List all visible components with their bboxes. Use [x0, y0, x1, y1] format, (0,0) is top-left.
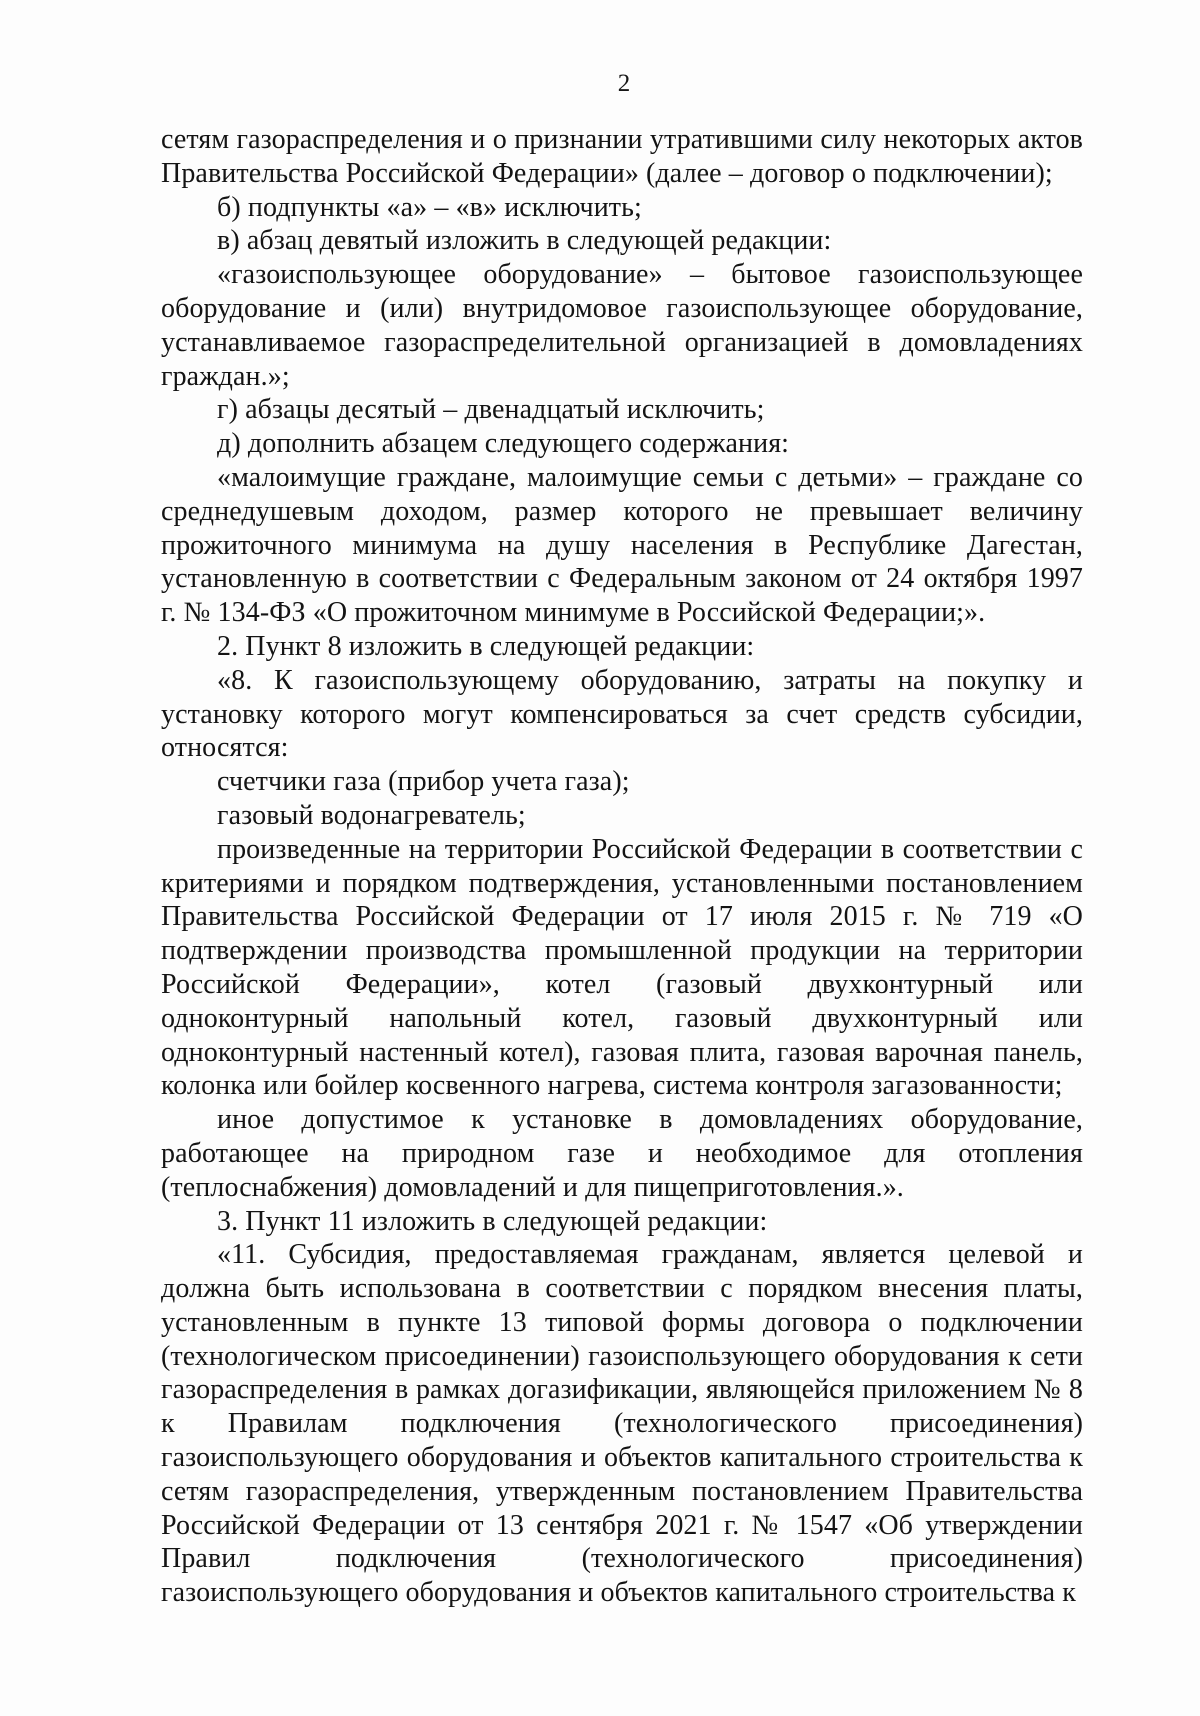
- paragraph: счетчики газа (прибор учета газа);: [217, 766, 630, 798]
- paragraph: 2. Пункт 8 изложить в следующей редакции:: [217, 630, 755, 662]
- paragraph: в) абзац девятый изложить в следующей редакции:: [217, 225, 832, 257]
- paragraph: 3. Пункт 11 изложить в следующей редакции:: [217, 1205, 768, 1237]
- paragraph: иное допустимое к установке в домовладениях оборудование, работающее на природном газе и необходимое для отопления (теплоснабжения) домовладений и для пищеприготовления.».: [161, 1104, 1083, 1203]
- paragraph: произведенные на территории Российской Федерации в соответствии с критериями и порядком подтверждения, установленными постановлением Правительства Российской Федерации от 17 июля 2015 г. № 719 «О подтверждении производства промышленной продукции на территории Российской Федерации», котел (газовый двухконтурный или одноконтурный напольный котел, газовый двухконтурный или одноконтурный настенный котел), газовая плита, газовая варочная панель, колонка или бойлер косвенного нагрева, система контроля загазованности;: [161, 833, 1083, 1102]
- paragraph: «газоиспользующее оборудование» – бытовое газоиспользующее оборудование и (или) внутридомовое газоиспользующее оборудование, устанавливаемое газораспределительной организацией в домовладениях граждан.»;: [161, 259, 1083, 392]
- paragraph: сетям газораспределения и о признании утратившими силу некоторых актов Правительства Российской Федерации» (далее – договор о подключении);: [161, 124, 1083, 189]
- document-body: [161, 123, 1083, 1610]
- paragraph: «8. К газоиспользующему оборудованию, затраты на покупку и установку которого могут компенсироваться за счет средств субсидии, относятся:: [161, 664, 1083, 764]
- paragraph: «11. Субсидия, предоставляемая гражданам, является целевой и должна быть использована в соответствии с порядком внесения платы, установленным в пункте 13 типовой формы договора о подключении (технологическом присоединении) газоиспользующего оборудования к сети газораспределения в рамках догазификации, являющейся приложением № 8 к Правилам подключения (технологического присоединения) газоиспользующего оборудования и объектов капитального строительства к сетям газораспределения, утвержденным постановлением Правительства Российской Федерации от 13 сентября 2021 г. № 1547 «Об утверждении Правил подключения (технологического присоединения) газоиспользующего оборудования и объектов капитального строительства к: [161, 1239, 1083, 1609]
- paragraph: «малоимущие граждане, малоимущие семьи с детьми» – граждане со среднедушевым доходом, размер которого не превышает величину прожиточного минимума на душу населения в Республике Дагестан, установленную в соответствии с Федеральным законом от 24 октября 1997 г. № 134-ФЗ «О прожиточном минимуме в Российской Федерации;».: [161, 461, 1083, 629]
- paragraph: газовый водонагреватель;: [217, 799, 526, 831]
- paragraph: д) дополнить абзацем следующего содержания:: [217, 428, 790, 460]
- paragraph: г) абзацы десятый – двенадцатый исключить;: [217, 394, 765, 426]
- paragraph: б) подпункты «а» – «в» исключить;: [217, 191, 642, 223]
- page-number: 2: [617, 70, 631, 97]
